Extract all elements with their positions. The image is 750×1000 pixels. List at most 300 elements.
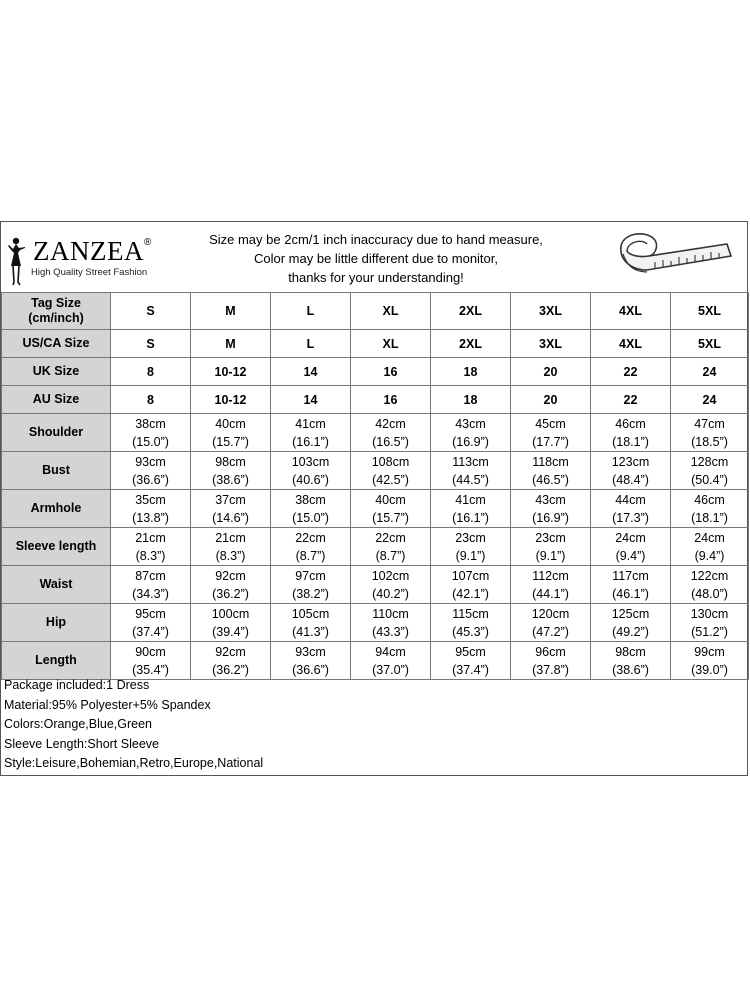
cm-value: 115cm [452, 606, 489, 621]
measurement-cell [271, 642, 351, 680]
measurement-cell [271, 414, 351, 452]
measurement-cell [191, 414, 271, 452]
cm-value: 37cm [215, 492, 246, 507]
row-label [2, 358, 111, 386]
size-value: L [306, 304, 315, 318]
inch-value: (42.5”) [372, 472, 409, 487]
measurement-cell [431, 604, 511, 642]
cm-value: 41cm [455, 492, 486, 507]
notice-line: thanks for your understanding! [288, 270, 464, 285]
row-label-text: Hip [45, 615, 67, 629]
size-value: 2XL [459, 336, 482, 351]
row-label [2, 604, 111, 642]
cm-value: 128cm [690, 454, 729, 469]
cm-value: 90cm [135, 644, 166, 659]
measurement-value [591, 453, 670, 489]
measurement-cell [511, 604, 591, 642]
measurement-cell [191, 490, 271, 528]
cm-value: 103cm [291, 454, 330, 469]
cm-value: 130cm [690, 606, 729, 621]
table-row [2, 358, 749, 386]
measurement-cell [111, 642, 191, 680]
cm-value: 120cm [531, 606, 570, 621]
measurement-value [671, 567, 748, 603]
size-cell [511, 386, 591, 414]
measurement-value [351, 415, 430, 451]
size-cell [671, 358, 749, 386]
cm-value: 23cm [535, 530, 566, 545]
size-value: 10-12 [214, 392, 247, 407]
measurement-cell [431, 452, 511, 490]
cm-value: 44cm [615, 492, 646, 507]
inch-value: (15.7”) [372, 510, 409, 525]
inch-value: (38.2”) [292, 586, 329, 601]
measurement-value [431, 415, 510, 451]
measurement-value [671, 415, 748, 451]
measurement-value [191, 415, 270, 451]
measurement-value [111, 453, 190, 489]
measurement-cell [671, 566, 749, 604]
measurement-value [671, 491, 748, 527]
cm-value: 108cm [371, 454, 410, 469]
measurement-value [351, 529, 430, 565]
size-cell [511, 293, 591, 330]
cm-value: 92cm [215, 568, 246, 583]
row-label-text: Shoulder [28, 425, 84, 439]
cm-value: 118cm [532, 454, 569, 469]
size-cell [111, 293, 191, 330]
inch-value: (15.0”) [132, 434, 169, 449]
size-value: 24 [702, 364, 717, 379]
measurement-value [431, 529, 510, 565]
row-label-text: Length [35, 653, 77, 667]
measurement-value [111, 643, 190, 679]
measurement-cell [591, 642, 671, 680]
inch-value: (17.3”) [612, 510, 649, 525]
cm-value: 41cm [295, 416, 326, 431]
inch-value: (40.6”) [292, 472, 329, 487]
inch-value: (8.3”) [215, 548, 246, 563]
size-value: 5XL [698, 304, 721, 318]
measurement-notice [171, 230, 581, 287]
inch-value: (9.4”) [615, 548, 646, 563]
cm-value: 24cm [615, 530, 646, 545]
cm-value: 122cm [690, 568, 729, 583]
measurement-cell [591, 566, 671, 604]
cm-value: 23cm [455, 530, 486, 545]
inch-value: (15.7”) [212, 434, 249, 449]
measurement-value [591, 567, 670, 603]
note-colors: Colors:Orange,Blue,Green [4, 717, 152, 731]
row-label-text: Waist [39, 577, 73, 591]
size-value: 3XL [539, 304, 562, 318]
measurement-cell [191, 642, 271, 680]
size-cell [271, 386, 351, 414]
measurement-value [191, 643, 270, 679]
size-cell [591, 386, 671, 414]
measurement-value [191, 491, 270, 527]
note-style: Style:Leisure,Bohemian,Retro,Europe,National [4, 756, 264, 770]
measurement-cell [431, 642, 511, 680]
measurement-cell [191, 604, 271, 642]
size-value: 3XL [539, 336, 562, 351]
measurement-cell [351, 452, 431, 490]
notice-line: Color may be little different due to monitor, [254, 251, 498, 266]
measurement-cell [351, 490, 431, 528]
inch-value: (44.5”) [452, 472, 489, 487]
measurement-cell [511, 642, 591, 680]
inch-value: (8.3”) [135, 548, 166, 563]
size-cell [111, 358, 191, 386]
measurement-value [591, 529, 670, 565]
size-cell [351, 293, 431, 330]
measurement-cell [671, 452, 749, 490]
measurement-value [271, 415, 350, 451]
measurement-value [271, 605, 350, 641]
cm-value: 35cm [135, 492, 166, 507]
cm-value: 38cm [295, 492, 326, 507]
size-value: 22 [623, 392, 638, 407]
notice-line: Size may be 2cm/1 inch inaccuracy due to hand measure, [209, 232, 543, 247]
table-row [2, 490, 749, 528]
cm-value: 110cm [372, 606, 409, 621]
measurement-cell [351, 414, 431, 452]
size-value: 18 [463, 392, 478, 407]
measurement-value [591, 415, 670, 451]
measurement-cell [431, 414, 511, 452]
size-value: 2XL [459, 304, 482, 318]
cm-value: 22cm [375, 530, 406, 545]
measurement-value [111, 605, 190, 641]
measurement-value [111, 415, 190, 451]
inch-value: (15.0”) [292, 510, 329, 525]
measurement-cell [191, 452, 271, 490]
measurement-cell [111, 414, 191, 452]
size-cell [351, 330, 431, 358]
table-row [2, 566, 749, 604]
inch-value: (37.8”) [532, 662, 569, 677]
measurement-value [591, 491, 670, 527]
cm-value: 98cm [615, 644, 646, 659]
measurement-cell [191, 566, 271, 604]
brand-logo [5, 230, 155, 288]
measurement-value [351, 643, 430, 679]
inch-value: (47.2”) [532, 624, 569, 639]
size-value: 4XL [619, 336, 642, 351]
inch-value: (37.0”) [372, 662, 409, 677]
size-cell [511, 358, 591, 386]
measurement-value [351, 567, 430, 603]
measurement-value [671, 453, 748, 489]
measurement-value [111, 529, 190, 565]
cm-value: 102cm [371, 568, 410, 583]
measurement-cell [671, 414, 749, 452]
measurement-cell [111, 528, 191, 566]
cm-value: 38cm [135, 416, 166, 431]
size-value: XL [382, 304, 399, 318]
size-cell [591, 293, 671, 330]
size-cell [671, 330, 749, 358]
table-row [2, 330, 749, 358]
cm-value: 45cm [535, 416, 566, 431]
measurement-value [191, 567, 270, 603]
inch-value: (18.1”) [691, 510, 728, 525]
inch-value: (49.2”) [612, 624, 649, 639]
size-cell [191, 293, 271, 330]
cm-value: 94cm [375, 644, 406, 659]
table-row [2, 642, 749, 680]
inch-value: (8.7”) [295, 548, 326, 563]
measurement-cell [111, 452, 191, 490]
measurement-cell [271, 490, 351, 528]
measurement-value [431, 605, 510, 641]
measurement-value [671, 643, 748, 679]
measurement-value [191, 453, 270, 489]
cm-value: 87cm [135, 568, 166, 583]
measurement-value [671, 605, 748, 641]
measurement-cell [591, 490, 671, 528]
inch-value: (44.1”) [532, 586, 569, 601]
measurement-cell [351, 528, 431, 566]
size-value: 14 [303, 364, 318, 379]
row-label-text: Sleeve length [15, 539, 97, 553]
inch-value: (16.9”) [452, 434, 489, 449]
size-cell [351, 386, 431, 414]
measuring-tape-icon [613, 226, 739, 288]
size-cell [111, 386, 191, 414]
inch-value: (45.3”) [452, 624, 489, 639]
woman-figure-icon [5, 236, 31, 288]
size-value: 20 [543, 392, 558, 407]
size-cell [191, 330, 271, 358]
size-cell [271, 358, 351, 386]
size-cell [191, 386, 271, 414]
size-value: M [225, 336, 236, 351]
measurement-value [511, 453, 590, 489]
cm-value: 117cm [612, 568, 649, 583]
inch-value: (37.4”) [452, 662, 489, 677]
inch-value: (9.1”) [535, 548, 566, 563]
row-label-text: Armhole [30, 501, 82, 515]
size-chart-card [0, 221, 748, 776]
measurement-value [191, 529, 270, 565]
note-package: Package included:1 Dress [4, 678, 150, 692]
row-label-text: AU Size [32, 392, 80, 406]
cm-value: 40cm [215, 416, 246, 431]
inch-value: (16.5”) [372, 434, 409, 449]
inch-value: (46.1”) [612, 586, 649, 601]
inch-value: (16.9”) [532, 510, 569, 525]
inch-value: (17.7”) [532, 434, 569, 449]
measurement-cell [271, 452, 351, 490]
measurement-cell [191, 528, 271, 566]
measurement-value [591, 643, 670, 679]
cm-value: 42cm [375, 416, 406, 431]
cm-value: 100cm [211, 606, 250, 621]
measurement-value [511, 491, 590, 527]
cm-value: 46cm [615, 416, 646, 431]
measurement-cell [111, 604, 191, 642]
measurement-value [351, 491, 430, 527]
measurement-value [271, 453, 350, 489]
row-label [2, 386, 111, 414]
row-label-text: Tag Size [31, 296, 81, 310]
cm-value: 22cm [295, 530, 326, 545]
measurement-cell [431, 490, 511, 528]
cm-value: 93cm [135, 454, 166, 469]
size-value: 4XL [619, 304, 642, 318]
measurement-value [271, 643, 350, 679]
size-value: XL [382, 336, 399, 351]
row-label-text: UK Size [32, 364, 80, 378]
cm-value: 47cm [694, 416, 725, 431]
size-value: 18 [463, 364, 478, 379]
inch-value: (39.4”) [212, 624, 249, 639]
measurement-cell [351, 642, 431, 680]
size-cell [431, 358, 511, 386]
inch-value: (36.2”) [212, 662, 249, 677]
inch-value: (18.5”) [691, 434, 728, 449]
measurement-cell [351, 566, 431, 604]
measurement-value [191, 605, 270, 641]
size-cell [671, 386, 749, 414]
measurement-value [431, 567, 510, 603]
inch-value: (13.8”) [132, 510, 169, 525]
size-value: 14 [303, 392, 318, 407]
measurement-cell [591, 604, 671, 642]
cm-value: 95cm [135, 606, 166, 621]
size-cell [351, 358, 431, 386]
measurement-value [271, 567, 350, 603]
size-value: L [306, 336, 315, 351]
inch-value: (36.6”) [132, 472, 169, 487]
size-value: 5XL [698, 336, 721, 351]
inch-value: (40.2”) [372, 586, 409, 601]
size-cell [671, 293, 749, 330]
inch-value: (36.6”) [292, 662, 329, 677]
chart-header [1, 222, 747, 292]
row-label [2, 642, 111, 680]
size-value: 8 [147, 364, 154, 379]
measurement-value [431, 643, 510, 679]
measurement-value [511, 605, 590, 641]
measurement-value [591, 605, 670, 641]
size-value: 16 [383, 392, 398, 407]
cm-value: 21cm [215, 530, 246, 545]
measurement-cell [591, 414, 671, 452]
row-label [2, 490, 111, 528]
cm-value: 92cm [215, 644, 246, 659]
cm-value: 40cm [375, 492, 406, 507]
inch-value: (9.1”) [455, 548, 486, 563]
measurement-value [511, 415, 590, 451]
size-cell [511, 330, 591, 358]
size-value: 10-12 [214, 364, 247, 379]
inch-value: (39.0”) [691, 662, 728, 677]
cm-value: 46cm [694, 492, 725, 507]
size-value: 20 [543, 364, 558, 379]
size-cell [591, 358, 671, 386]
inch-value: (43.3”) [372, 624, 409, 639]
measurement-cell [111, 490, 191, 528]
measurement-cell [511, 490, 591, 528]
measurement-cell [671, 490, 749, 528]
measurement-value [431, 453, 510, 489]
table-row [2, 293, 749, 330]
measurement-cell [511, 452, 591, 490]
cm-value: 125cm [611, 606, 650, 621]
measurement-cell [511, 414, 591, 452]
inch-value: (34.3”) [132, 586, 169, 601]
measurement-cell [271, 604, 351, 642]
note-sleeve-length: Sleeve Length:Short Sleeve [4, 736, 159, 751]
inch-value: (51.2”) [691, 624, 728, 639]
measurement-value [511, 567, 590, 603]
cm-value: 21cm [135, 530, 166, 545]
inch-value: (48.4”) [612, 472, 649, 487]
size-cell [591, 330, 671, 358]
registered-mark: ® [144, 237, 152, 248]
inch-value: (14.6”) [212, 510, 249, 525]
size-cell [271, 293, 351, 330]
measurement-value [671, 529, 748, 565]
row-label-text: Bust [42, 463, 70, 477]
measurement-cell [671, 604, 749, 642]
row-label [2, 452, 111, 490]
table-row [2, 528, 749, 566]
inch-value: (36.2”) [212, 586, 249, 601]
measurement-cell [271, 566, 351, 604]
measurement-cell [431, 528, 511, 566]
row-label [2, 293, 111, 330]
row-label [2, 566, 111, 604]
inch-value: (18.1”) [612, 434, 649, 449]
row-label-text: (cm/inch) [28, 311, 84, 325]
measurement-value [351, 453, 430, 489]
row-label [2, 414, 111, 452]
cm-value: 105cm [291, 606, 330, 621]
inch-value: (41.3”) [292, 624, 329, 639]
cm-value: 43cm [455, 416, 486, 431]
measurement-cell [591, 452, 671, 490]
row-label [2, 528, 111, 566]
size-value: S [146, 336, 155, 351]
inch-value: (37.4”) [132, 624, 169, 639]
inch-value: (38.6”) [612, 662, 649, 677]
brand-tagline: High Quality Street Fashion [31, 267, 148, 278]
measurement-cell [671, 528, 749, 566]
inch-value: (16.1”) [292, 434, 329, 449]
cm-value: 99cm [694, 644, 725, 659]
cm-value: 113cm [452, 454, 489, 469]
inch-value: (35.4”) [132, 662, 169, 677]
cm-value: 43cm [535, 492, 566, 507]
cm-value: 123cm [611, 454, 650, 469]
measurement-value [511, 643, 590, 679]
cm-value: 112cm [532, 568, 569, 583]
inch-value: (46.5”) [532, 472, 569, 487]
cm-value: 24cm [694, 530, 725, 545]
row-label-text: US/CA Size [22, 336, 90, 350]
cm-value: 107cm [451, 568, 490, 583]
size-table [1, 292, 749, 680]
inch-value: (9.4”) [694, 548, 725, 563]
size-cell [111, 330, 191, 358]
inch-value: (16.1”) [452, 510, 489, 525]
measurement-cell [351, 604, 431, 642]
size-value: S [146, 304, 155, 318]
size-value: 8 [147, 392, 154, 407]
